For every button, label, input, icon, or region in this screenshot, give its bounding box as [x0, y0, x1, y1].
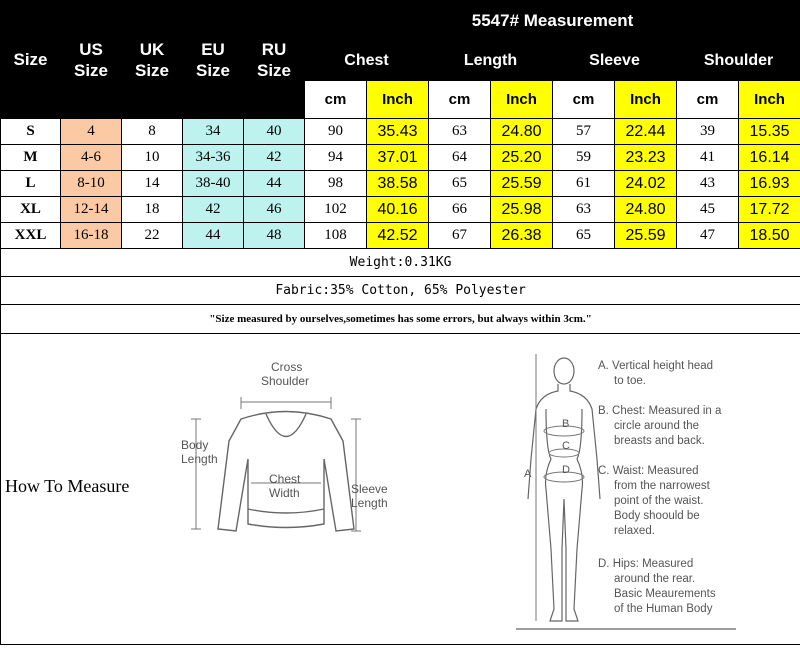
sleeve-inch-cell: 25.59: [615, 223, 677, 249]
measurement-note: "Size measured by ourselves,sometimes has some errors, but always within 3cm.": [1, 305, 800, 334]
sleeve-inch-cell: 24.02: [615, 171, 677, 197]
sleeve-cm-cell: 57: [553, 119, 615, 145]
chest-header: Chest: [305, 41, 429, 81]
sleeve-label-1: Sleeve: [351, 482, 388, 496]
weight-row: [1, 249, 800, 277]
fabric-row: [1, 277, 800, 305]
eu-cell: 44: [183, 223, 244, 249]
eu-cell: 34: [183, 119, 244, 145]
body-diagram: [506, 349, 776, 634]
shoulder-cm-cell: 39: [677, 119, 739, 145]
length-cm-header: cm: [429, 81, 491, 119]
length-inch-cell: 25.20: [491, 145, 553, 171]
shoulder-cm-cell: 41: [677, 145, 739, 171]
length-label-2: Length: [181, 452, 218, 466]
length-cm-cell: 67: [429, 223, 491, 249]
chest-cm-cell: 108: [305, 223, 367, 249]
shoulder-cm-cell: 45: [677, 197, 739, 223]
shoulder-cm-cell: 47: [677, 223, 739, 249]
how-to-measure-row: [1, 334, 800, 645]
table-row: [1, 119, 800, 145]
length-cm-cell: 63: [429, 119, 491, 145]
sleeve-cm-cell: 59: [553, 145, 615, 171]
how-to-measure-label: How To Measure: [5, 476, 130, 496]
shoulder-inch-cell: 16.14: [739, 145, 800, 171]
marker-a: A: [524, 468, 532, 480]
ru-cell: 44: [244, 171, 305, 197]
size-cell: XXL: [1, 223, 61, 249]
note-a-2: to toe.: [614, 375, 646, 387]
sleeve-header: Sleeve: [553, 41, 677, 81]
note-c-1: C. Waist: Measured: [598, 465, 699, 477]
ru-cell: 40: [244, 119, 305, 145]
uk-cell: 22: [122, 223, 183, 249]
table-row: [1, 223, 800, 249]
width-label-2: Width: [269, 486, 300, 500]
sleeve-length-label-2: Length: [351, 496, 388, 510]
shoulder-header: Shoulder: [677, 41, 800, 81]
table-row: [1, 145, 800, 171]
ru-cell: 48: [244, 223, 305, 249]
ru-cell: 42: [244, 145, 305, 171]
weight-text: Weight:0.31KG: [1, 249, 800, 277]
uk-cell: 8: [122, 119, 183, 145]
sleeve-cm-cell: 65: [553, 223, 615, 249]
garment-diagram: [171, 359, 401, 549]
sleeve-inch-cell: 24.80: [615, 197, 677, 223]
how-to-measure-cell: [1, 334, 800, 645]
shoulder-inch-cell: 18.50: [739, 223, 800, 249]
shoulder-cm-cell: 43: [677, 171, 739, 197]
chest-cm-cell: 90: [305, 119, 367, 145]
length-inch-cell: 25.59: [491, 171, 553, 197]
chest-cm-cell: 94: [305, 145, 367, 171]
measurement-title: 5547# Measurement: [305, 1, 800, 41]
eu-cell: 38-40: [183, 171, 244, 197]
body-label-1: Body: [181, 438, 209, 452]
note-c-4: Body shoould be: [614, 510, 700, 522]
eu-cell: 42: [183, 197, 244, 223]
eu-size-header: EU Size: [183, 1, 244, 119]
chest-label-1: Chest: [269, 472, 301, 486]
note-row: [1, 305, 800, 334]
us-cell: 8-10: [61, 171, 122, 197]
note-b-1: B. Chest: Measured in a: [598, 405, 722, 417]
note-c-2: from the narrowest: [614, 480, 710, 492]
chest-inch-cell: 35.43: [367, 119, 429, 145]
length-inch-cell: 24.80: [491, 119, 553, 145]
note-b-2: circle around the: [614, 420, 700, 432]
length-header: Length: [429, 41, 553, 81]
length-cm-cell: 66: [429, 197, 491, 223]
chest-inch-header: Inch: [367, 81, 429, 119]
shoulder-inch-cell: 15.35: [739, 119, 800, 145]
note-d-2: around the rear.: [614, 573, 696, 585]
uk-cell: 10: [122, 145, 183, 171]
uk-cell: 18: [122, 197, 183, 223]
length-cm-cell: 65: [429, 171, 491, 197]
size-cell: M: [1, 145, 61, 171]
marker-c: C: [562, 440, 570, 452]
length-cm-cell: 64: [429, 145, 491, 171]
length-inch-cell: 25.98: [491, 197, 553, 223]
table-row: [1, 171, 800, 197]
chest-inch-cell: 40.16: [367, 197, 429, 223]
sleeve-inch-cell: 22.44: [615, 119, 677, 145]
size-cell: L: [1, 171, 61, 197]
chest-cm-cell: 102: [305, 197, 367, 223]
note-c-5: relaxed.: [614, 525, 655, 537]
chest-inch-cell: 37.01: [367, 145, 429, 171]
marker-b: B: [562, 418, 570, 430]
shoulder-inch-header: Inch: [739, 81, 800, 119]
sleeve-cm-cell: 63: [553, 197, 615, 223]
us-cell: 4: [61, 119, 122, 145]
us-cell: 16-18: [61, 223, 122, 249]
size-header: Size: [1, 1, 61, 119]
us-cell: 12-14: [61, 197, 122, 223]
ru-cell: 46: [244, 197, 305, 223]
sleeve-cm-header: cm: [553, 81, 615, 119]
size-cell: XL: [1, 197, 61, 223]
chest-inch-cell: 42.52: [367, 223, 429, 249]
shoulder-inch-cell: 17.72: [739, 197, 800, 223]
note-d-4: of the Human Body: [614, 603, 713, 615]
table-row: [1, 197, 800, 223]
sleeve-cm-cell: 61: [553, 171, 615, 197]
note-d-1: D. Hips: Measured: [598, 558, 694, 570]
note-c-3: point of the waist.: [614, 495, 704, 507]
cross-label-1: Cross: [271, 360, 303, 374]
fabric-text: Fabric:35% Cotton, 65% Polyester: [1, 277, 800, 305]
size-cell: S: [1, 119, 61, 145]
uk-size-header: UK Size: [122, 1, 183, 119]
uk-cell: 14: [122, 171, 183, 197]
length-inch-header: Inch: [491, 81, 553, 119]
sleeve-inch-header: Inch: [615, 81, 677, 119]
shoulder-cm-header: cm: [677, 81, 739, 119]
shoulder-inch-cell: 16.93: [739, 171, 800, 197]
marker-d: D: [562, 464, 570, 476]
length-inch-cell: 26.38: [491, 223, 553, 249]
eu-cell: 34-36: [183, 145, 244, 171]
note-d-3: Basic Meaurements: [614, 588, 716, 600]
sleeve-inch-cell: 23.23: [615, 145, 677, 171]
chest-cm-header: cm: [305, 81, 367, 119]
shoulder-label-2: Shoulder: [261, 374, 310, 388]
chest-cm-cell: 98: [305, 171, 367, 197]
note-a-1: A. Vertical height head: [598, 360, 714, 372]
note-b-3: breasts and back.: [614, 435, 705, 447]
us-size-header: US Size: [61, 1, 122, 119]
ru-size-header: RU Size: [244, 1, 305, 119]
us-cell: 4-6: [61, 145, 122, 171]
chest-inch-cell: 38.58: [367, 171, 429, 197]
